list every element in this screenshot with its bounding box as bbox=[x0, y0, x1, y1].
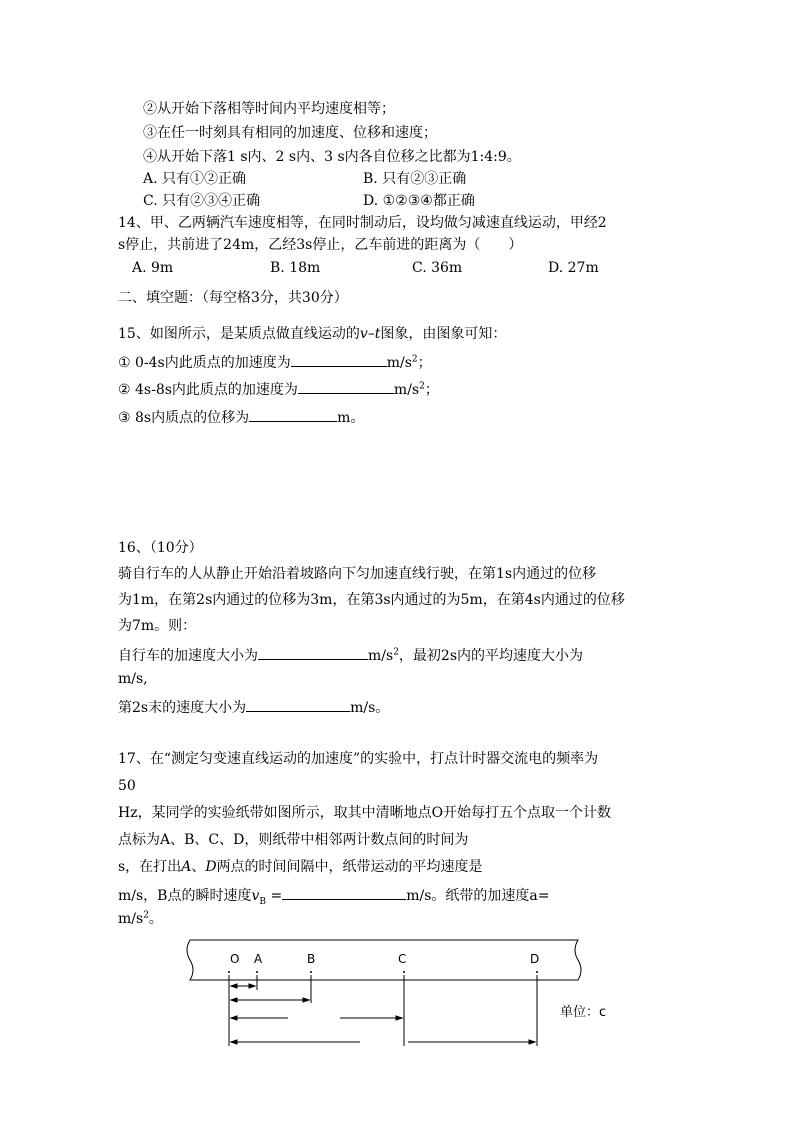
q16-line2: 为1m，在第2s内通过的位移为3m，在第3s内通过的为5m，在第4s内通过的位移 bbox=[118, 592, 625, 608]
q13-option-d: D. ①②③④都正确 bbox=[363, 193, 475, 209]
q13-statement-2: ②从开始下落相等时间内平均速度相等； bbox=[143, 101, 395, 117]
q14-option-c: C. 36m bbox=[412, 260, 463, 276]
tape-dot-d bbox=[536, 971, 538, 973]
q16-line5: m/s, bbox=[118, 671, 148, 687]
tape-label-o: O bbox=[230, 952, 240, 966]
q17-line3: Hz，某同学的实验纸带如图所示，取其中清晰地点O开始每打五个点取一个计数 bbox=[118, 805, 612, 821]
q13-option-c: C. 只有②③④正确 bbox=[143, 193, 261, 209]
q15-item-1: ① 0-4s内此质点的加速度为 $m/s^2$； bbox=[118, 352, 432, 372]
q14-option-d: D. 27m bbox=[548, 260, 599, 276]
q15-item-2: ② 4s-8s内此质点的加速度为 $m/s^2$； bbox=[118, 379, 439, 399]
tape-unit-label: 单位：c bbox=[560, 1005, 607, 1020]
tape-dot-b bbox=[310, 971, 312, 973]
tape-dot-a bbox=[256, 971, 258, 973]
q14-option-b: B. 18m bbox=[270, 260, 321, 276]
q13-option-b: B. 只有②③正确 bbox=[363, 171, 467, 187]
q13-statement-3: ③在任一时刻具有相同的加速度、位移和速度； bbox=[143, 125, 437, 141]
tape-guide-lines bbox=[229, 975, 537, 1046]
tape-dot-o bbox=[228, 971, 230, 973]
q15-stem: 15、如图所示，是某质点做直线运动的v–t图象，由图象可知： bbox=[118, 326, 507, 342]
tape-label-a: A bbox=[254, 952, 263, 966]
tape-dot-c bbox=[403, 971, 405, 973]
tape-label-c: C bbox=[398, 952, 407, 966]
q14-stem-line1: 14、甲、乙两辆汽车速度相等，在同时制动后，设均做匀减速直线运动，甲经2 bbox=[118, 215, 607, 231]
q16-line4: 自行车的加速度大小为 $m/s^2$，最初2s内的平均速度大小为 bbox=[118, 645, 583, 665]
q17-line1: 17、在“测定匀变速直线运动的加速度”的实验中，打点计时器交流电的频率为 bbox=[118, 751, 599, 767]
q17-line2: 50 bbox=[118, 778, 136, 794]
paper-tape bbox=[187, 940, 581, 980]
q17-line6: m/s，B点的瞬时速度$v_B = m/s$。纸带的加速度a= bbox=[118, 885, 549, 905]
q13-option-a: A. 只有①②正确 bbox=[143, 171, 247, 187]
q17-line4: 点标为A、B、C、D，则纸带中相邻两计数点间的时间为 bbox=[118, 832, 469, 848]
q13-statement-4: ④从开始下落1 s内、2 s内、3 s内各自位移之比都为1:4:9。 bbox=[143, 149, 521, 165]
q17-line5: s，在打出A、D两点的时间间隔中，纸带运动的平均速度是 bbox=[118, 859, 483, 875]
q16-line1: 骑自行车的人从静止开始沿着坡路向下匀加速直线行驶，在第1s内通过的位移 bbox=[118, 566, 597, 582]
q16-head: 16、（10分） bbox=[118, 540, 203, 556]
q16-line6: 第2s末的速度大小为 m/s。 bbox=[118, 697, 389, 717]
q16-line3: 为7m。则： bbox=[118, 618, 197, 634]
q15-item-3: ③ 8s内质点的位移为 m。 bbox=[118, 407, 364, 427]
q17-line7: $m/s^2$。 bbox=[118, 910, 163, 927]
q14-option-a: A. 9m bbox=[132, 260, 174, 276]
tape-label-b: B bbox=[307, 952, 316, 966]
q14-stem-line2: s停止，共前进了24m，乙经3s停止，乙车前进的距离为（ ） bbox=[118, 237, 523, 253]
tape-label-d: D bbox=[530, 952, 540, 966]
tape-distance-arrows bbox=[231, 984, 535, 1044]
section-title: 二、填空题：（每空格3分，共30分） bbox=[118, 290, 348, 306]
